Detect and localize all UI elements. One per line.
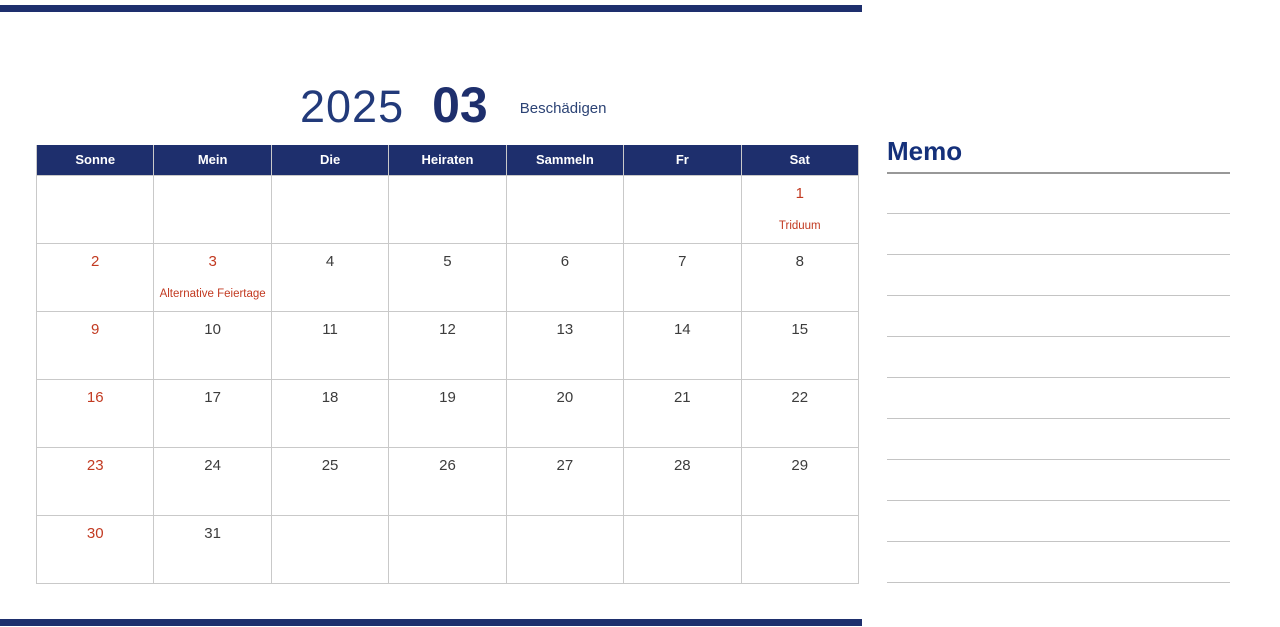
day-number: 26 bbox=[439, 456, 456, 474]
holiday-label: Alternative Feiertage bbox=[159, 287, 266, 300]
day-number: 20 bbox=[556, 388, 574, 406]
title-subtitle: Beschädigen bbox=[519, 100, 607, 117]
memo-section bbox=[887, 136, 1230, 167]
day-number: 28 bbox=[673, 456, 691, 474]
week-row bbox=[37, 515, 859, 583]
memo-line bbox=[887, 459, 1230, 460]
top-accent-bar bbox=[0, 5, 862, 12]
day-number: 2 bbox=[91, 252, 100, 270]
holiday-label: Triduum bbox=[778, 219, 821, 232]
day-number: 13 bbox=[556, 320, 574, 338]
day-cell bbox=[624, 311, 741, 379]
day-cell bbox=[506, 175, 623, 243]
day-number: 6 bbox=[560, 252, 570, 270]
day-number: 9 bbox=[91, 320, 100, 338]
day-number: 3 bbox=[208, 252, 217, 270]
day-header: Fr bbox=[624, 145, 741, 175]
title-year: 2025 bbox=[300, 81, 405, 132]
day-number: 22 bbox=[791, 388, 809, 406]
week-row bbox=[37, 379, 859, 447]
week-row bbox=[37, 243, 859, 311]
day-number: 31 bbox=[204, 524, 221, 542]
day-number: 15 bbox=[791, 320, 809, 338]
day-cell bbox=[37, 243, 154, 311]
day-number: 11 bbox=[322, 320, 338, 338]
day-header: Sammeln bbox=[506, 145, 623, 175]
memo-line bbox=[887, 582, 1230, 583]
day-number: 25 bbox=[321, 456, 339, 474]
day-cell bbox=[389, 515, 506, 583]
calendar-body bbox=[37, 175, 859, 583]
day-number: 7 bbox=[678, 252, 687, 270]
memo-title: Memo bbox=[887, 136, 963, 166]
memo-line bbox=[887, 336, 1230, 337]
day-cell bbox=[389, 243, 506, 311]
memo-line bbox=[887, 213, 1230, 214]
day-cell bbox=[389, 379, 506, 447]
day-number: 17 bbox=[204, 388, 221, 406]
calendar-header-row bbox=[37, 145, 859, 175]
day-cell bbox=[741, 447, 858, 515]
day-number: 12 bbox=[439, 320, 456, 338]
day-cell bbox=[154, 379, 271, 447]
memo-line bbox=[887, 418, 1230, 419]
week-row bbox=[37, 311, 859, 379]
day-cell bbox=[506, 515, 623, 583]
day-cell bbox=[506, 447, 623, 515]
day-cell bbox=[624, 379, 741, 447]
day-cell bbox=[271, 243, 388, 311]
day-cell bbox=[741, 243, 858, 311]
day-cell bbox=[154, 515, 271, 583]
day-cell bbox=[389, 175, 506, 243]
memo-line bbox=[887, 377, 1230, 378]
day-cell bbox=[624, 243, 741, 311]
day-cell bbox=[624, 447, 741, 515]
memo-line bbox=[887, 295, 1230, 296]
day-header: Mein bbox=[154, 145, 271, 175]
day-cell bbox=[37, 447, 154, 515]
title-month: 03 bbox=[432, 77, 488, 133]
memo-line bbox=[887, 541, 1230, 542]
day-cell bbox=[741, 515, 858, 583]
day-number: 10 bbox=[204, 320, 221, 338]
day-cell bbox=[741, 175, 858, 243]
day-number: 23 bbox=[86, 456, 104, 474]
page-title bbox=[300, 76, 607, 133]
day-cell bbox=[271, 311, 388, 379]
day-number: 30 bbox=[86, 524, 104, 542]
calendar-table bbox=[36, 145, 859, 584]
day-number: 18 bbox=[321, 388, 339, 406]
memo-line bbox=[887, 500, 1230, 501]
day-number: 1 bbox=[795, 184, 804, 202]
memo-line bbox=[887, 172, 1230, 174]
day-cell bbox=[271, 515, 388, 583]
day-cell bbox=[389, 311, 506, 379]
day-number: 24 bbox=[204, 456, 221, 474]
memo-line bbox=[887, 254, 1230, 255]
week-row bbox=[37, 175, 859, 243]
day-number: 19 bbox=[439, 388, 456, 406]
day-number: 4 bbox=[325, 252, 335, 270]
day-cell bbox=[271, 447, 388, 515]
day-cell bbox=[624, 175, 741, 243]
day-header: Die bbox=[271, 145, 388, 175]
day-number: 27 bbox=[556, 456, 574, 474]
day-cell bbox=[37, 379, 154, 447]
day-header: Heiraten bbox=[389, 145, 506, 175]
day-cell bbox=[154, 311, 271, 379]
day-number: 14 bbox=[673, 320, 691, 338]
day-cell bbox=[37, 175, 154, 243]
day-cell bbox=[506, 379, 623, 447]
day-cell bbox=[154, 243, 271, 311]
day-cell bbox=[154, 447, 271, 515]
day-cell bbox=[741, 311, 858, 379]
week-row bbox=[37, 447, 859, 515]
day-cell bbox=[271, 379, 388, 447]
day-header: Sonne bbox=[37, 145, 154, 175]
day-cell bbox=[37, 515, 154, 583]
day-cell bbox=[389, 447, 506, 515]
day-header: Sat bbox=[741, 145, 858, 175]
day-cell bbox=[506, 311, 623, 379]
day-cell bbox=[271, 175, 388, 243]
day-number: 29 bbox=[791, 456, 809, 474]
day-number: 5 bbox=[443, 252, 452, 270]
day-cell bbox=[37, 311, 154, 379]
day-cell bbox=[741, 379, 858, 447]
bottom-accent-bar bbox=[0, 619, 862, 626]
day-number: 16 bbox=[86, 388, 104, 406]
day-cell bbox=[624, 515, 741, 583]
day-cell bbox=[154, 175, 271, 243]
day-number: 8 bbox=[795, 252, 804, 270]
day-cell bbox=[506, 243, 623, 311]
day-number: 21 bbox=[673, 388, 691, 406]
